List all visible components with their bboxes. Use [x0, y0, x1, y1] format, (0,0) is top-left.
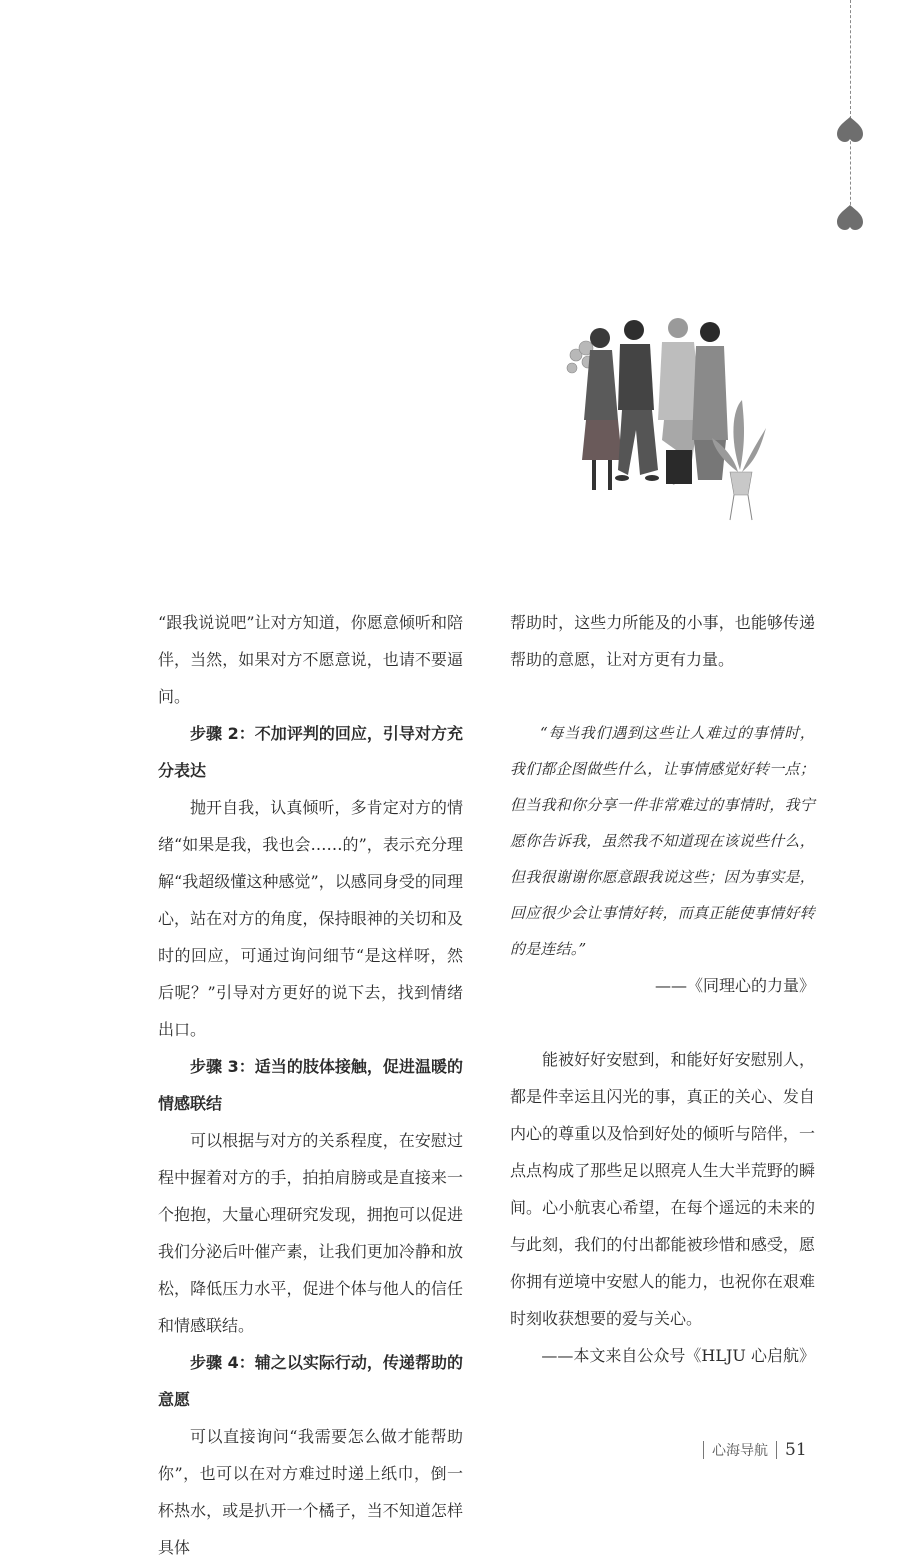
article-source: ——本文来自公众号《HLJU 心启航》	[541, 1346, 815, 1365]
step2-heading: 步骤 2：不加评判的回应，引导对方充分表达	[158, 724, 463, 780]
quote-source: ——《同理心的力量》	[654, 976, 815, 995]
dashed-decorative-line	[850, 0, 851, 225]
paragraph-step4-end: 帮助时，这些力所能及的小事，也能够传递帮助的意愿，让对方更有力量。	[510, 613, 815, 669]
step4-heading: 步骤 4：辅之以实际行动，传递帮助的意愿	[158, 1353, 463, 1409]
book-quote	[510, 715, 815, 967]
paragraph-step2: 抛开自我，认真倾听，多肯定对方的情绪“如果是我，我也会……的”，表示充分理解“我超级懂这种感觉”，以感同身受的同理心，站在对方的角度，保持眼神的关切和及时的回应，可通过询问细节“是这样呀，然后呢？”引导对方更好的说下去，找到情绪出口。	[158, 798, 463, 1039]
footer-divider	[776, 1441, 777, 1459]
magazine-name: 心海导航	[712, 1443, 768, 1459]
heart-icon	[835, 115, 865, 145]
people-group-illustration	[562, 310, 767, 525]
step3-heading: 步骤 3：适当的肢体接触，促进温暖的情感联结	[158, 1057, 463, 1113]
quote-text: “每当我们遇到这些让人难过的事情时，我们都企图做些什么，让事情感觉好转一点；但当我和你分享一件非常难过的事情时，我宁愿你告诉我，虽然我不知道现在该说些什么，但我很谢谢你愿意跟我说这些；因为事实是，回应很少会让事情好转，而真正能使事情好转的是连结。”	[510, 724, 815, 958]
left-text-column	[158, 604, 463, 1566]
footer-divider	[703, 1441, 704, 1459]
paragraph-step4: 可以直接询问“我需要怎么做才能帮助你”，也可以在对方难过时递上纸巾，倒一杯热水，或是扒开一个橘子，当不知道怎样具体	[158, 1427, 463, 1557]
right-text-column	[510, 604, 815, 1374]
paragraph-step1-end: “跟我说说吧”让对方知道，你愿意倾听和陪伴，当然，如果对方不愿意说，也请不要逼问。	[158, 613, 463, 706]
heart-icon	[835, 203, 865, 233]
paragraph-conclusion: 能被好好安慰到，和能好好安慰别人，都是件幸运且闪光的事，真正的关心、发自内心的尊重以及恰到好处的倾听与陪伴，一点点构成了那些足以照亮人生大半荒野的瞬间。心小航衷心希望，在每个遥远的未来的与此刻，我们的付出都能被珍惜和感受，愿你拥有逆境中安慰人的能力，也祝你在艰难时刻收获想要的爱与关心。	[510, 1050, 815, 1328]
paragraph-step3: 可以根据与对方的关系程度，在安慰过程中握着对方的手，拍拍肩膀或是直接来一个抱抱，大量心理研究发现，拥抱可以促进我们分泌后叶催产素，让我们更加冷静和放松，降低压力水平，促进个体与他人的信任和情感联结。	[158, 1131, 463, 1335]
page-footer	[695, 1436, 820, 1464]
page-number: 51	[785, 1440, 807, 1460]
